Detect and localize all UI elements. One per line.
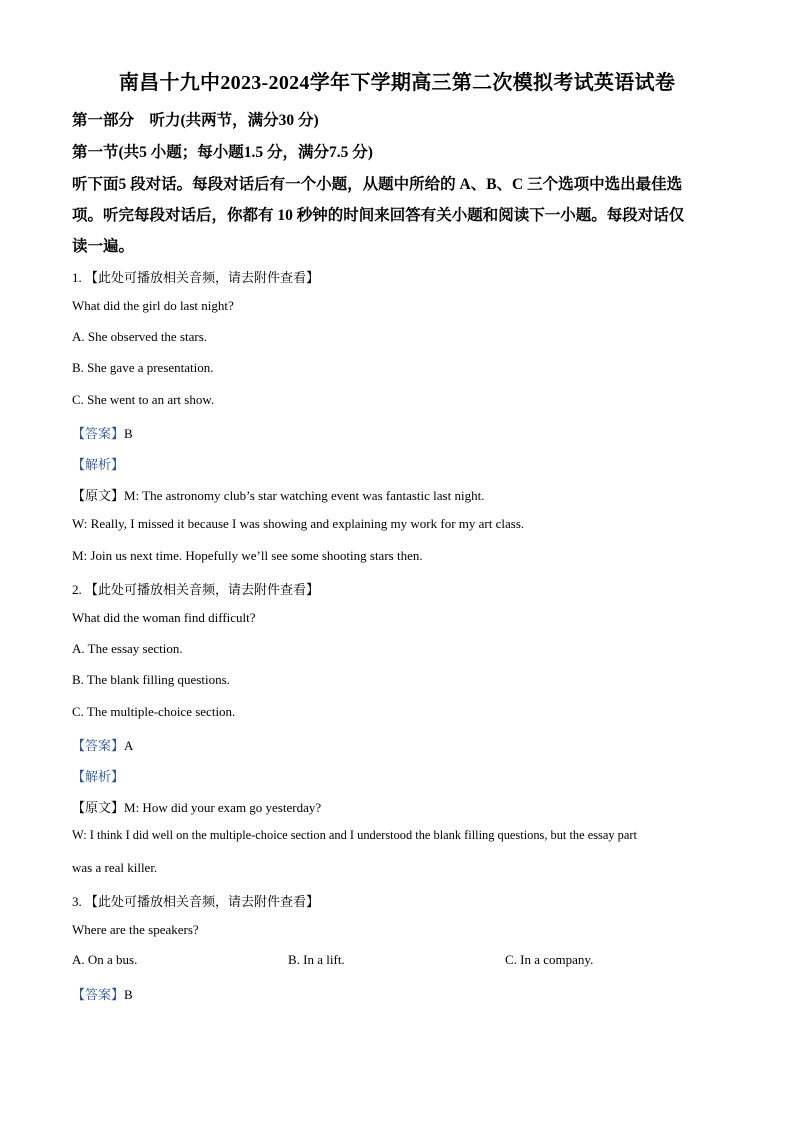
instructions-line-1: 听下面5 段对话。每段对话后有一个小题，从题中所给的 A、B、C 三个选项中选出最佳选 [72,176,683,193]
q3-option-b: B. In a lift. [288,952,345,967]
q3-option-c: C. In a company. [505,952,594,967]
q1-analysis-tag: 【解析】 [72,457,125,472]
script-tag: 【原文】 [72,800,125,815]
part-heading: 第一部分 听力(共两节，满分30 分) [72,112,319,129]
script-tag: 【原文】 [72,488,125,503]
q2-option-c: C. The multiple-choice section. [72,704,236,719]
q3-question: Where are the speakers? [72,922,199,937]
q1-script-line-1 [72,485,484,504]
q3-header: 3. 【此处可播放相关音频，请去附件查看】 [72,894,320,909]
script-text: M: How did your exam go yesterday? [124,800,322,815]
q3-option-a: A. On a bus. [72,952,138,967]
instructions-line-2: 项。听完每段对话后，你都有 10 秒钟的时间来回答有关小题和阅读下一小题。每段对话仅 [72,207,685,224]
q2-script-line-1 [72,797,321,816]
instructions-line-3: 读一遍。 [72,238,135,255]
section-heading: 第一节(共5 小题；每小题1.5 分，满分7.5 分) [72,144,373,161]
exam-title: 南昌十九中2023-2024学年下学期高三第二次模拟考试英语试卷 [118,72,676,94]
q1-option-c: C. She went to an art show. [72,392,215,407]
q1-script-line-2: W: Really, I missed it because I was showing and explaining my work for my art class. [72,516,525,531]
answer-value: B [124,987,133,1002]
q1-header: 1. 【此处可播放相关音频，请去附件查看】 [72,270,320,285]
answer-tag: 【答案】 [72,738,125,753]
answer-value: A [124,738,134,753]
q2-question: What did the woman find difficult? [72,610,256,625]
q2-option-b: B. The blank filling questions. [72,672,230,687]
q1-answer [72,423,133,442]
answer-value: B [124,426,133,441]
q2-answer [72,735,133,754]
q1-option-a: A. She observed the stars. [72,329,208,344]
q3-answer [72,984,133,1003]
q2-header: 2. 【此处可播放相关音频，请去附件查看】 [72,582,320,597]
q1-script-line-3: M: Join us next time. Hopefully we’ll see some shooting stars then. [72,548,423,563]
q2-analysis-tag: 【解析】 [72,769,125,784]
q2-script-line-2: W: I think I did well on the multiple-choice section and I understood the blank filling questions, but the essay part [72,828,637,842]
q2-option-a: A. The essay section. [72,641,183,656]
script-text: M: The astronomy club’s star watching event was fantastic last night. [124,488,485,503]
answer-tag: 【答案】 [72,426,125,441]
q2-script-line-3: was a real killer. [72,860,158,875]
q1-option-b: B. She gave a presentation. [72,360,214,375]
answer-tag: 【答案】 [72,987,125,1002]
q1-question: What did the girl do last night? [72,298,234,313]
